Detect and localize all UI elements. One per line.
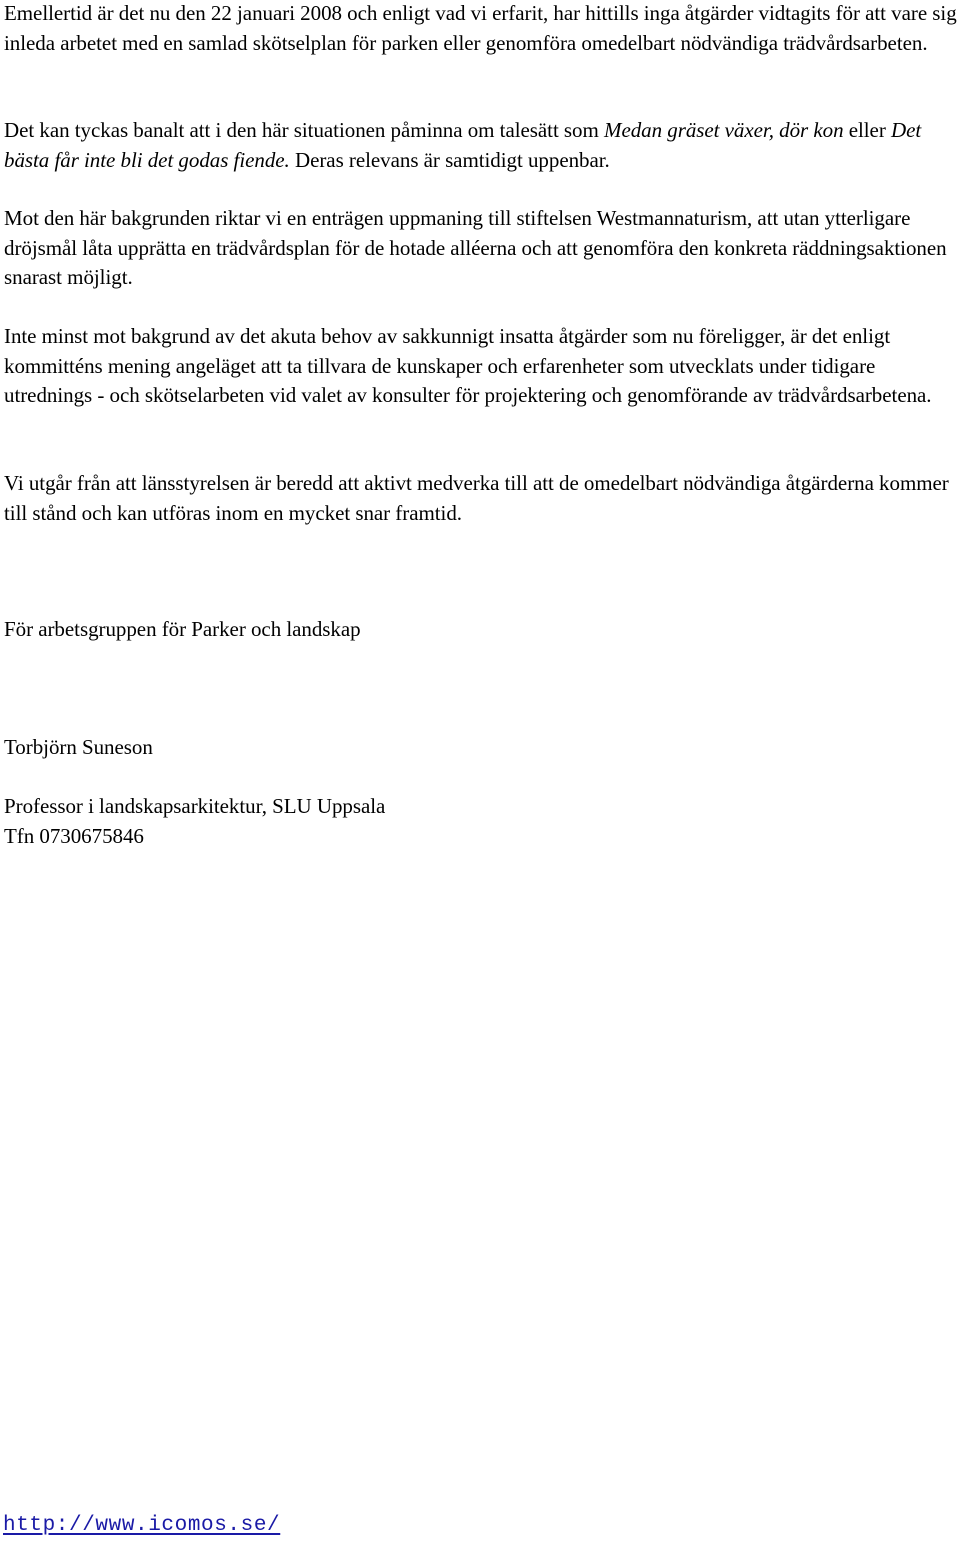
signature-phone: Tfn 0730675846 [4, 823, 144, 848]
signature-name: Torbjörn Suneson [4, 735, 153, 759]
sayings-text-3: Deras relevans är samtidigt uppenbar. [289, 147, 610, 172]
paragraph-expertise: Inte minst mot bakgrund av det akuta behov av sakkunnigt insatta åtgärder som nu föreligger, är det enligt kommitténs mening angeläget att ta tillvara de kunskaper och erfarenheter som utvecklats under tidigare utrednings - och skötselarbeten vid valet av konsulter för projektering och genomförande av trädvårdsarbetena. [4, 324, 932, 407]
paragraph-status: Emellertid är det nu den 22 januari 2008 och enligt vad vi erfarit, har hittills inga åtgärder vidtagits för att vare sig inleda arbetet med en samlad skötselplan för parken eller genomföra omedelbart nödvändiga trädvårdsarbeten. [4, 1, 957, 55]
sayings-text-2: eller [843, 118, 891, 142]
saying-italic-1: Medan gräset växer, dör kon [604, 118, 844, 142]
footer-link[interactable]: http://www.icomos.se/ [3, 1514, 281, 1537]
saying-italic-2: Det bästa får inte bli det godas fiende. [4, 118, 922, 172]
closing-line: För arbetsgruppen för Parker och landskap [4, 617, 361, 641]
paragraph-county-board: Vi utgår från att länsstyrelsen är beredd att aktivt medverka till att de omedelbart nödvändiga åtgärderna kommer till stånd och kan utföras inom en mycket snar framtid. [4, 471, 949, 525]
signature-title: Professor i landskapsarkitektur, SLU Uppsala [4, 794, 386, 818]
signature-details [4, 792, 385, 851]
paragraph-sayings [4, 116, 960, 175]
paragraph-appeal: Mot den här bakgrunden riktar vi en enträgen uppmaning till stiftelsen Westmannaturism, att utan ytterligare dröjsmål låta upprätta en trädvårdsplan för de hotade alléerna och att genomföra den konkreta räddningsaktionen snarast möjligt. [4, 206, 947, 289]
sayings-text-1: Det kan tyckas banalt att i den här situationen påminna om talesätt som [4, 118, 604, 142]
